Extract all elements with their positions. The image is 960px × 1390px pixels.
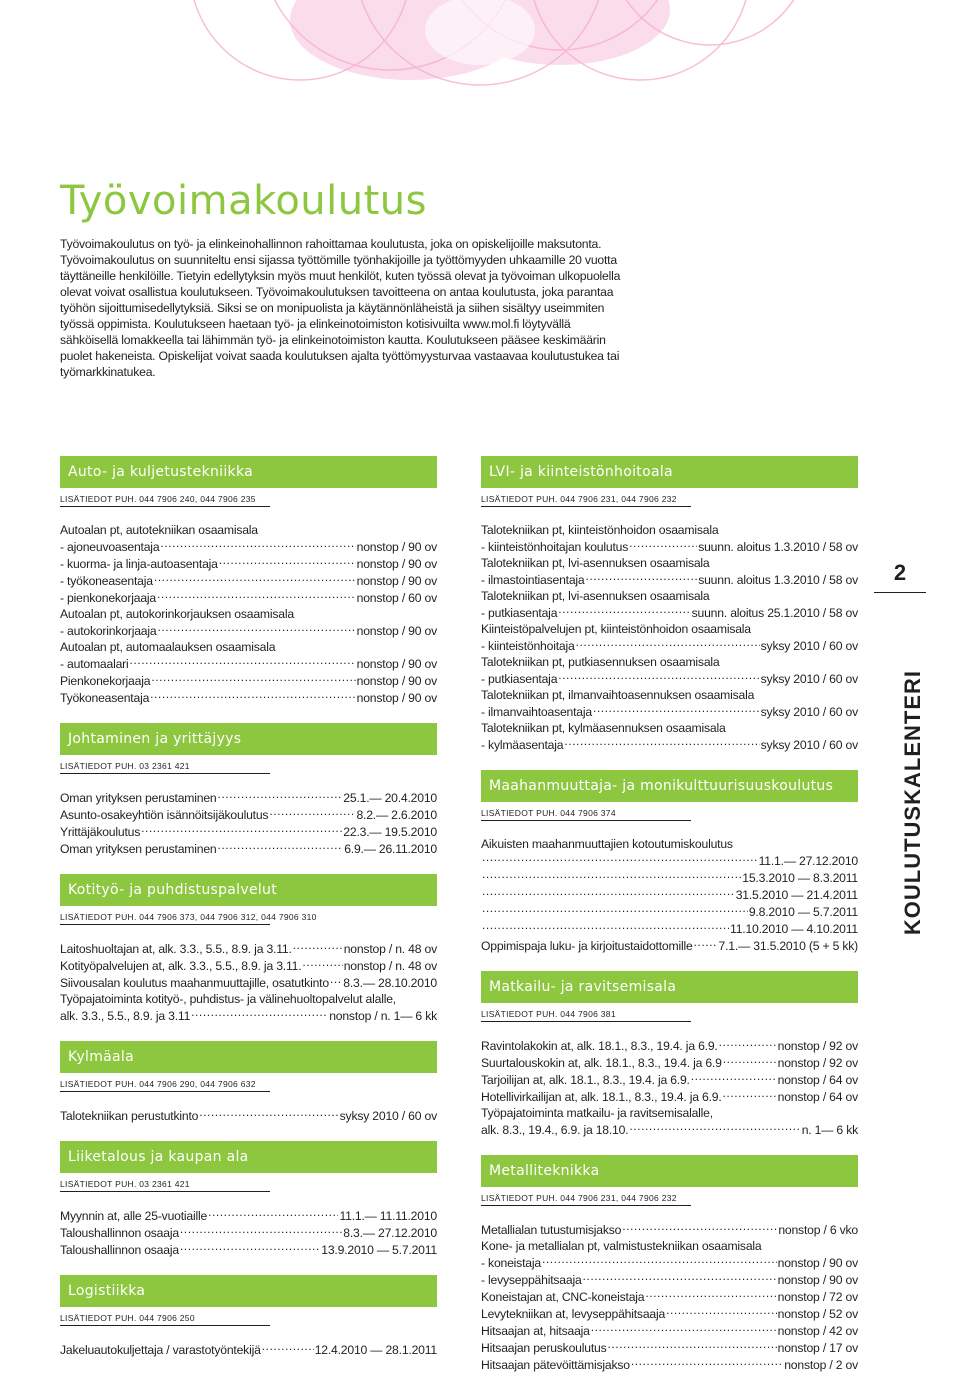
course-row bbox=[60, 555, 437, 572]
course-name: Talotekniikan pt, kiinteistönhoidon osaamisala bbox=[481, 523, 719, 537]
course-row bbox=[60, 1241, 437, 1258]
dot-leader bbox=[218, 840, 344, 853]
section-title: Kylmäala bbox=[60, 1041, 437, 1073]
course-section bbox=[481, 971, 858, 1138]
course-schedule: syksy 2010 / 60 ov bbox=[760, 639, 858, 653]
course-row bbox=[60, 806, 437, 823]
course-row bbox=[481, 937, 858, 954]
dot-leader bbox=[607, 1339, 776, 1352]
dot-leader bbox=[130, 655, 356, 668]
contact-info: LISÄTIEDOT PUH. 03 2361 421 bbox=[60, 1179, 270, 1192]
course-name: Autoalan pt, autotekniikan osaamisala bbox=[60, 523, 258, 537]
course-schedule: nonstop / 92 ov bbox=[777, 1039, 858, 1053]
course-row bbox=[481, 538, 858, 555]
dot-leader bbox=[482, 903, 748, 916]
dot-leader bbox=[180, 1224, 342, 1237]
course-name: Talotekniikan perustutkinto bbox=[60, 1109, 199, 1123]
course-name: Jakeluautokuljettaja / varastotyöntekijä bbox=[60, 1343, 261, 1357]
course-schedule: 8.3.— 28.10.2010 bbox=[343, 976, 437, 990]
dot-leader bbox=[157, 589, 356, 602]
dot-leader bbox=[666, 1305, 777, 1318]
course-section bbox=[60, 874, 437, 1024]
course-row bbox=[60, 689, 437, 706]
course-schedule: nonstop / 64 ov bbox=[777, 1073, 858, 1087]
course-name: alk. 3.3., 5.5., 8.9. ja 3.11 bbox=[60, 1009, 191, 1023]
dot-leader bbox=[154, 572, 356, 585]
course-row bbox=[481, 555, 858, 571]
course-schedule: syksy 2010 / 60 ov bbox=[760, 672, 858, 686]
course-name: Taloushallinnon osaaja bbox=[60, 1226, 179, 1240]
section-label-vertical: KOULUTUSKALENTERI bbox=[900, 670, 925, 936]
section-title: Auto- ja kuljetustekniikka bbox=[60, 456, 437, 488]
course-name: Autoalan pt, automaalauksen osaamisala bbox=[60, 640, 276, 654]
course-row bbox=[60, 522, 437, 538]
dot-leader bbox=[542, 1254, 777, 1267]
course-row bbox=[481, 522, 858, 538]
course-section bbox=[481, 1155, 858, 1373]
course-schedule: nonstop / 90 ov bbox=[777, 1273, 858, 1287]
course-row bbox=[481, 1271, 858, 1288]
course-name: - työkoneasentaja bbox=[60, 574, 153, 588]
course-row bbox=[481, 1071, 858, 1088]
course-name: - putkiasentaja bbox=[481, 606, 558, 620]
course-row bbox=[60, 1207, 437, 1224]
section-title: Logistiikka bbox=[60, 1275, 437, 1307]
course-section bbox=[60, 1275, 437, 1358]
dot-leader bbox=[302, 957, 342, 970]
course-list bbox=[481, 1221, 858, 1373]
course-row bbox=[60, 1224, 437, 1241]
course-list bbox=[60, 940, 437, 1024]
dot-leader bbox=[208, 1207, 338, 1220]
course-schedule: 7.1.— 31.5.2010 (5 + 5 kk) bbox=[718, 939, 858, 953]
course-row bbox=[60, 974, 437, 991]
course-section bbox=[60, 1041, 437, 1124]
course-row bbox=[60, 840, 437, 857]
course-list bbox=[481, 522, 858, 753]
course-row bbox=[481, 670, 858, 687]
course-schedule: 22.3.— 19.5.2010 bbox=[343, 825, 437, 839]
side-tab bbox=[870, 560, 930, 936]
course-section bbox=[60, 1141, 437, 1258]
course-row bbox=[481, 1305, 858, 1322]
course-row bbox=[60, 538, 437, 555]
course-row bbox=[60, 589, 437, 606]
dot-leader bbox=[691, 1071, 777, 1084]
course-row bbox=[60, 1007, 437, 1024]
course-row bbox=[481, 588, 858, 604]
course-name: Hitsaajan pätevöittämisjakso bbox=[481, 1358, 630, 1372]
dot-leader bbox=[586, 571, 698, 584]
course-name: Talotekniikan pt, kylmäasennuksen osaamisala bbox=[481, 721, 726, 735]
course-row bbox=[481, 604, 858, 621]
course-list bbox=[60, 522, 437, 706]
course-row bbox=[481, 1322, 858, 1339]
page-title: Työvoimakoulutus bbox=[60, 178, 427, 224]
section-title: Maahanmuuttaja- ja monikulttuurisuuskoulutus bbox=[481, 770, 858, 802]
contact-info: LISÄTIEDOT PUH. 044 7906 240, 044 7906 235 bbox=[60, 494, 270, 507]
course-row bbox=[481, 836, 858, 852]
dot-leader bbox=[629, 538, 697, 551]
course-row bbox=[481, 1088, 858, 1105]
course-name: Hitsaajan at, hitsaaja bbox=[481, 1324, 590, 1338]
course-list bbox=[481, 1037, 858, 1138]
course-name: Kotityöpalvelujen at, alk. 3.3., 5.5., 8.9. ja 3.11. bbox=[60, 959, 302, 973]
course-row bbox=[481, 720, 858, 736]
contact-info: LISÄTIEDOT PUH. 044 7906 381 bbox=[481, 1009, 691, 1022]
course-name: Myynnin at, alle 25-vuotiaille bbox=[60, 1209, 208, 1223]
page-number: 2 bbox=[893, 560, 907, 585]
course-list bbox=[60, 789, 437, 857]
contact-info: LISÄTIEDOT PUH. 044 7906 250 bbox=[60, 1313, 270, 1326]
course-schedule: syksy 2010 / 60 ov bbox=[760, 738, 858, 752]
course-list bbox=[60, 1107, 437, 1124]
dot-leader bbox=[269, 806, 355, 819]
course-schedule: suunn. aloitus 25.1.2010 / 58 ov bbox=[691, 606, 858, 620]
course-schedule: nonstop / 72 ov bbox=[777, 1290, 858, 1304]
course-name: - kylmäasentaja bbox=[481, 738, 564, 752]
contact-info: LISÄTIEDOT PUH. 044 7906 374 bbox=[481, 808, 691, 821]
course-schedule: syksy 2010 / 60 ov bbox=[339, 1109, 437, 1123]
course-schedule: suunn. aloitus 1.3.2010 / 58 ov bbox=[698, 540, 858, 554]
course-row bbox=[481, 637, 858, 654]
course-schedule: 11.1.— 11.11.2010 bbox=[339, 1209, 437, 1223]
dot-leader bbox=[482, 852, 758, 865]
course-schedule: nonstop / 17 ov bbox=[777, 1341, 858, 1355]
dot-leader bbox=[591, 1322, 777, 1335]
dot-leader bbox=[622, 1221, 777, 1234]
dot-leader bbox=[564, 736, 759, 749]
section-title: Liiketalous ja kaupan ala bbox=[60, 1141, 437, 1173]
course-name: Tarjoilijan at, alk. 18.1., 8.3., 19.4. ja 6.9. bbox=[481, 1073, 690, 1087]
course-schedule: nonstop / 92 ov bbox=[777, 1056, 858, 1070]
course-row bbox=[481, 1037, 858, 1054]
course-row bbox=[481, 1356, 858, 1373]
course-row bbox=[481, 687, 858, 703]
dot-leader bbox=[723, 1088, 777, 1101]
course-schedule: nonstop / 52 ov bbox=[777, 1307, 858, 1321]
course-name: Aikuisten maahanmuuttajien kotoutumiskoulutus bbox=[481, 837, 733, 851]
course-schedule: 15.3.2010 — 8.3.2011 bbox=[742, 871, 858, 885]
course-row bbox=[481, 654, 858, 670]
course-schedule: 12.4.2010 — 28.1.2011 bbox=[314, 1343, 437, 1357]
course-row bbox=[481, 869, 858, 886]
dot-leader bbox=[482, 886, 735, 899]
course-name: Kone- ja metallialan pt, valmistustekniikan osaamisala bbox=[481, 1239, 762, 1253]
contact-info: LISÄTIEDOT PUH. 03 2361 421 bbox=[60, 761, 270, 774]
course-row bbox=[481, 1105, 858, 1121]
section-title: Metalliteknikka bbox=[481, 1155, 858, 1187]
course-row bbox=[481, 571, 858, 588]
section-title: LVI- ja kiinteistönhoitoala bbox=[481, 456, 858, 488]
dot-leader bbox=[141, 823, 342, 836]
course-row bbox=[481, 1054, 858, 1071]
course-list bbox=[60, 1207, 437, 1258]
course-schedule: nonstop / 90 ov bbox=[356, 624, 437, 638]
dot-leader bbox=[262, 1341, 314, 1354]
course-row bbox=[60, 572, 437, 589]
course-schedule: nonstop / n. 1— 6 kk bbox=[329, 1009, 437, 1023]
course-row bbox=[60, 1341, 437, 1358]
course-row bbox=[60, 655, 437, 672]
course-name: - pienkonekorjaaja bbox=[60, 591, 156, 605]
dot-leader bbox=[558, 670, 759, 683]
course-row bbox=[481, 736, 858, 753]
course-row bbox=[60, 823, 437, 840]
right-column bbox=[481, 456, 858, 1390]
course-name: Asunto-osakeyhtiön isännöitsijäkoulutus bbox=[60, 808, 269, 822]
section-title: Kotityö- ja puhdistuspalvelut bbox=[60, 874, 437, 906]
dot-leader bbox=[330, 974, 342, 987]
contact-info: LISÄTIEDOT PUH. 044 7906 373, 044 7906 312, 044 7906 310 bbox=[60, 912, 270, 925]
course-name: Kiinteistöpalvelujen pt, kiinteistönhoidon osaamisala bbox=[481, 622, 751, 636]
course-name: - kuorma- ja linja-autoasentaja bbox=[60, 557, 218, 571]
section-title: Johtaminen ja yrittäjyys bbox=[60, 723, 437, 755]
course-schedule: 6.9.— 26.11.2010 bbox=[344, 842, 437, 856]
left-column bbox=[60, 456, 437, 1375]
course-name: Autoalan pt, autokorinkorjauksen osaamisala bbox=[60, 607, 294, 621]
course-schedule: syksy 2010 / 60 ov bbox=[760, 705, 858, 719]
dot-leader bbox=[576, 637, 760, 650]
course-row bbox=[481, 852, 858, 869]
course-schedule: 9.8.2010 — 5.7.2011 bbox=[748, 905, 858, 919]
course-schedule: nonstop / 90 ov bbox=[356, 674, 437, 688]
course-name: Metallialan tutustumisjakso bbox=[481, 1223, 622, 1237]
course-row bbox=[481, 1121, 858, 1138]
course-name: alk. 8.3., 19.4., 6.9. ja 18.10. bbox=[481, 1123, 629, 1137]
course-row bbox=[481, 920, 858, 937]
course-row bbox=[481, 1238, 858, 1254]
course-name: - autokorinkorjaaja bbox=[60, 624, 157, 638]
dot-leader bbox=[219, 555, 356, 568]
course-name: - putkiasentaja bbox=[481, 672, 558, 686]
course-schedule: nonstop / 90 ov bbox=[777, 1256, 858, 1270]
course-name: Talotekniikan pt, lvi-asennuksen osaamisala bbox=[481, 556, 710, 570]
course-row bbox=[60, 957, 437, 974]
course-name: Hotellivirkailijan at, alk. 18.1., 8.3., 19.4. ja 6.9. bbox=[481, 1090, 722, 1104]
course-name: Laitoshuoltajan at, alk. 3.3., 5.5., 8.9. ja 3.11. bbox=[60, 942, 292, 956]
dot-leader bbox=[719, 1037, 777, 1050]
course-section bbox=[60, 456, 437, 706]
course-name: - levyseppähitsaaja bbox=[481, 1273, 582, 1287]
course-row bbox=[481, 903, 858, 920]
course-name: Oman yrityksen perustaminen bbox=[60, 791, 217, 805]
course-name: Työpajatoiminta matkailu- ja ravitsemisalalle, bbox=[481, 1106, 713, 1120]
course-schedule: 13.9.2010 — 5.7.2011 bbox=[321, 1243, 437, 1257]
dot-leader bbox=[723, 1054, 777, 1067]
course-row bbox=[60, 606, 437, 622]
course-name: Suurtalouskokin at, alk. 18.1., 8.3., 19.4. ja 6.9 bbox=[481, 1056, 722, 1070]
course-row bbox=[481, 621, 858, 637]
dot-leader bbox=[180, 1241, 320, 1254]
dot-leader bbox=[593, 703, 760, 716]
course-schedule: nonstop / n. 48 ov bbox=[343, 942, 437, 956]
side-divider bbox=[874, 592, 926, 593]
decorative-circles bbox=[0, 0, 960, 175]
course-name: - kiinteistönhoitajan koulutus bbox=[481, 540, 629, 554]
course-section bbox=[481, 770, 858, 954]
course-name: - ilmanvaihtoasentaja bbox=[481, 705, 592, 719]
dot-leader bbox=[199, 1107, 338, 1120]
course-list bbox=[60, 1341, 437, 1358]
course-row bbox=[60, 991, 437, 1007]
dot-leader bbox=[694, 937, 718, 950]
course-name: - ajoneuvoasentaja bbox=[60, 540, 160, 554]
course-name: Ravintolakokin at, alk. 18.1., 8.3., 19.4. ja 6.9. bbox=[481, 1039, 718, 1053]
course-name: Taloushallinnon osaaja bbox=[60, 1243, 179, 1257]
course-name: Työkoneasentaja bbox=[60, 691, 150, 705]
course-schedule: 11.1.— 27.12.2010 bbox=[758, 854, 858, 868]
course-name: Siivousalan koulutus maahanmuuttajille, osatutkinto bbox=[60, 976, 329, 990]
course-schedule: 25.1.— 20.4.2010 bbox=[343, 791, 437, 805]
course-schedule: n. 1— 6 kk bbox=[801, 1123, 858, 1137]
dot-leader bbox=[482, 920, 729, 933]
dot-leader bbox=[160, 538, 355, 551]
course-name: Oppimispaja luku- ja kirjoitustaidottomille bbox=[481, 939, 693, 953]
course-list bbox=[481, 836, 858, 954]
dot-leader bbox=[482, 869, 741, 882]
contact-info: LISÄTIEDOT PUH. 044 7906 290, 044 7906 632 bbox=[60, 1079, 270, 1092]
course-name: Talotekniikan pt, ilmanvaihtoasennuksen osaamisala bbox=[481, 688, 755, 702]
course-name: Työpajatoiminta kotityö-, puhdistus- ja välinehuoltopalvelut alalle, bbox=[60, 992, 396, 1006]
dot-leader bbox=[558, 604, 690, 617]
section-title: Matkailu- ja ravitsemisala bbox=[481, 971, 858, 1003]
course-name: Hitsaajan peruskoulutus bbox=[481, 1341, 607, 1355]
dot-leader bbox=[150, 689, 356, 702]
course-schedule: 31.5.2010 — 21.4.2011 bbox=[735, 888, 858, 902]
course-row bbox=[481, 886, 858, 903]
course-name: Talotekniikan pt, putkiasennuksen osaamisala bbox=[481, 655, 720, 669]
course-row bbox=[481, 1221, 858, 1238]
course-row bbox=[481, 1288, 858, 1305]
course-name: - koneistaja bbox=[481, 1256, 541, 1270]
course-name: Pienkonekorjaaja bbox=[60, 674, 151, 688]
contact-info: LISÄTIEDOT PUH. 044 7906 231, 044 7906 232 bbox=[481, 1193, 691, 1206]
course-schedule: nonstop / 90 ov bbox=[356, 557, 437, 571]
dot-leader bbox=[293, 940, 343, 953]
course-schedule: nonstop / 90 ov bbox=[356, 574, 437, 588]
dot-leader bbox=[218, 789, 343, 802]
course-name: Oman yrityksen perustaminen bbox=[60, 842, 217, 856]
dot-leader bbox=[191, 1007, 328, 1020]
dot-leader bbox=[151, 672, 355, 685]
course-name: - automaalari bbox=[60, 657, 129, 671]
course-schedule: 8.2.— 2.6.2010 bbox=[356, 808, 437, 822]
course-row bbox=[481, 1254, 858, 1271]
course-name: Talotekniikan pt, lvi-asennuksen osaamisala bbox=[481, 589, 710, 603]
course-schedule: nonstop / 6 vko bbox=[778, 1223, 858, 1237]
course-row bbox=[60, 672, 437, 689]
course-schedule: nonstop / 2 ov bbox=[784, 1358, 858, 1372]
dot-leader bbox=[645, 1288, 776, 1301]
course-schedule: 8.3.— 27.12.2010 bbox=[343, 1226, 437, 1240]
contact-info: LISÄTIEDOT PUH. 044 7906 231, 044 7906 232 bbox=[481, 494, 691, 507]
dot-leader bbox=[157, 622, 355, 635]
course-name: Koneistajan at, CNC-koneistaja bbox=[481, 1290, 645, 1304]
dot-leader bbox=[629, 1121, 800, 1134]
course-row bbox=[60, 639, 437, 655]
course-section bbox=[481, 456, 858, 753]
course-row bbox=[60, 1107, 437, 1124]
intro-paragraph: Työvoimakoulutus on työ- ja elinkeinohallinnon rahoittamaa koulutusta, joka on opiskelijoille maksutonta. Työvoimakoulutus on suunniteltu ensi sijassa työttömille työnhakijoille ja työttömyyden uhkaamille 20 vuotta täyttäneille henkilöille. Tietyin edellytyksin myös muut henkilöt, kuten työssä olevat ja työvoiman ulkopuolella olevat voivat osallistua koulutukseen. Työvoimakoulutuksen tavoitteena on antaa koulutusta, joka parantaa työhön sijoittumisedellytyksiä. Siksi se on monipuolista ja käytännönläheistä ja siihen sisältyy useimmiten työssä oppimista. Koulutukseen haetaan työ- ja elinkeinotoimiston kotisivuilta www.mol.fi löytyvällä sähköisellä lomakkeella tai lähimmän työ- ja elinkeinotoimiston kautta. Koulutukseen pääsee keskimäärin puolet hakeneista. Opiskelijat voivat saada koulutuksen ajalta työttömyysturvaa vastaavaa koulutustukea tai työmarkkinatukea. bbox=[60, 237, 621, 379]
course-schedule: nonstop / n. 48 ov bbox=[343, 959, 437, 973]
course-section bbox=[60, 723, 437, 857]
course-name: - ilmastointiasentaja bbox=[481, 573, 585, 587]
course-schedule: nonstop / 90 ov bbox=[356, 691, 437, 705]
course-schedule: 11.10.2010 — 4.10.2011 bbox=[730, 922, 858, 936]
course-row bbox=[481, 703, 858, 720]
course-name: - kiinteistönhoitaja bbox=[481, 639, 575, 653]
course-name: Yrittäjäkoulutus bbox=[60, 825, 141, 839]
course-row bbox=[481, 1339, 858, 1356]
course-schedule: suunn. aloitus 1.3.2010 / 58 ov bbox=[698, 573, 858, 587]
dot-leader bbox=[583, 1271, 777, 1284]
course-row bbox=[60, 940, 437, 957]
course-schedule: nonstop / 42 ov bbox=[777, 1324, 858, 1338]
course-row bbox=[60, 789, 437, 806]
course-schedule: nonstop / 60 ov bbox=[356, 591, 437, 605]
course-schedule: nonstop / 90 ov bbox=[356, 657, 437, 671]
course-schedule: nonstop / 64 ov bbox=[777, 1090, 858, 1104]
course-schedule: nonstop / 90 ov bbox=[356, 540, 437, 554]
course-name: Levytekniikan at, levyseppähitsaaja bbox=[481, 1307, 666, 1321]
course-row bbox=[60, 622, 437, 639]
dot-leader bbox=[631, 1356, 783, 1369]
